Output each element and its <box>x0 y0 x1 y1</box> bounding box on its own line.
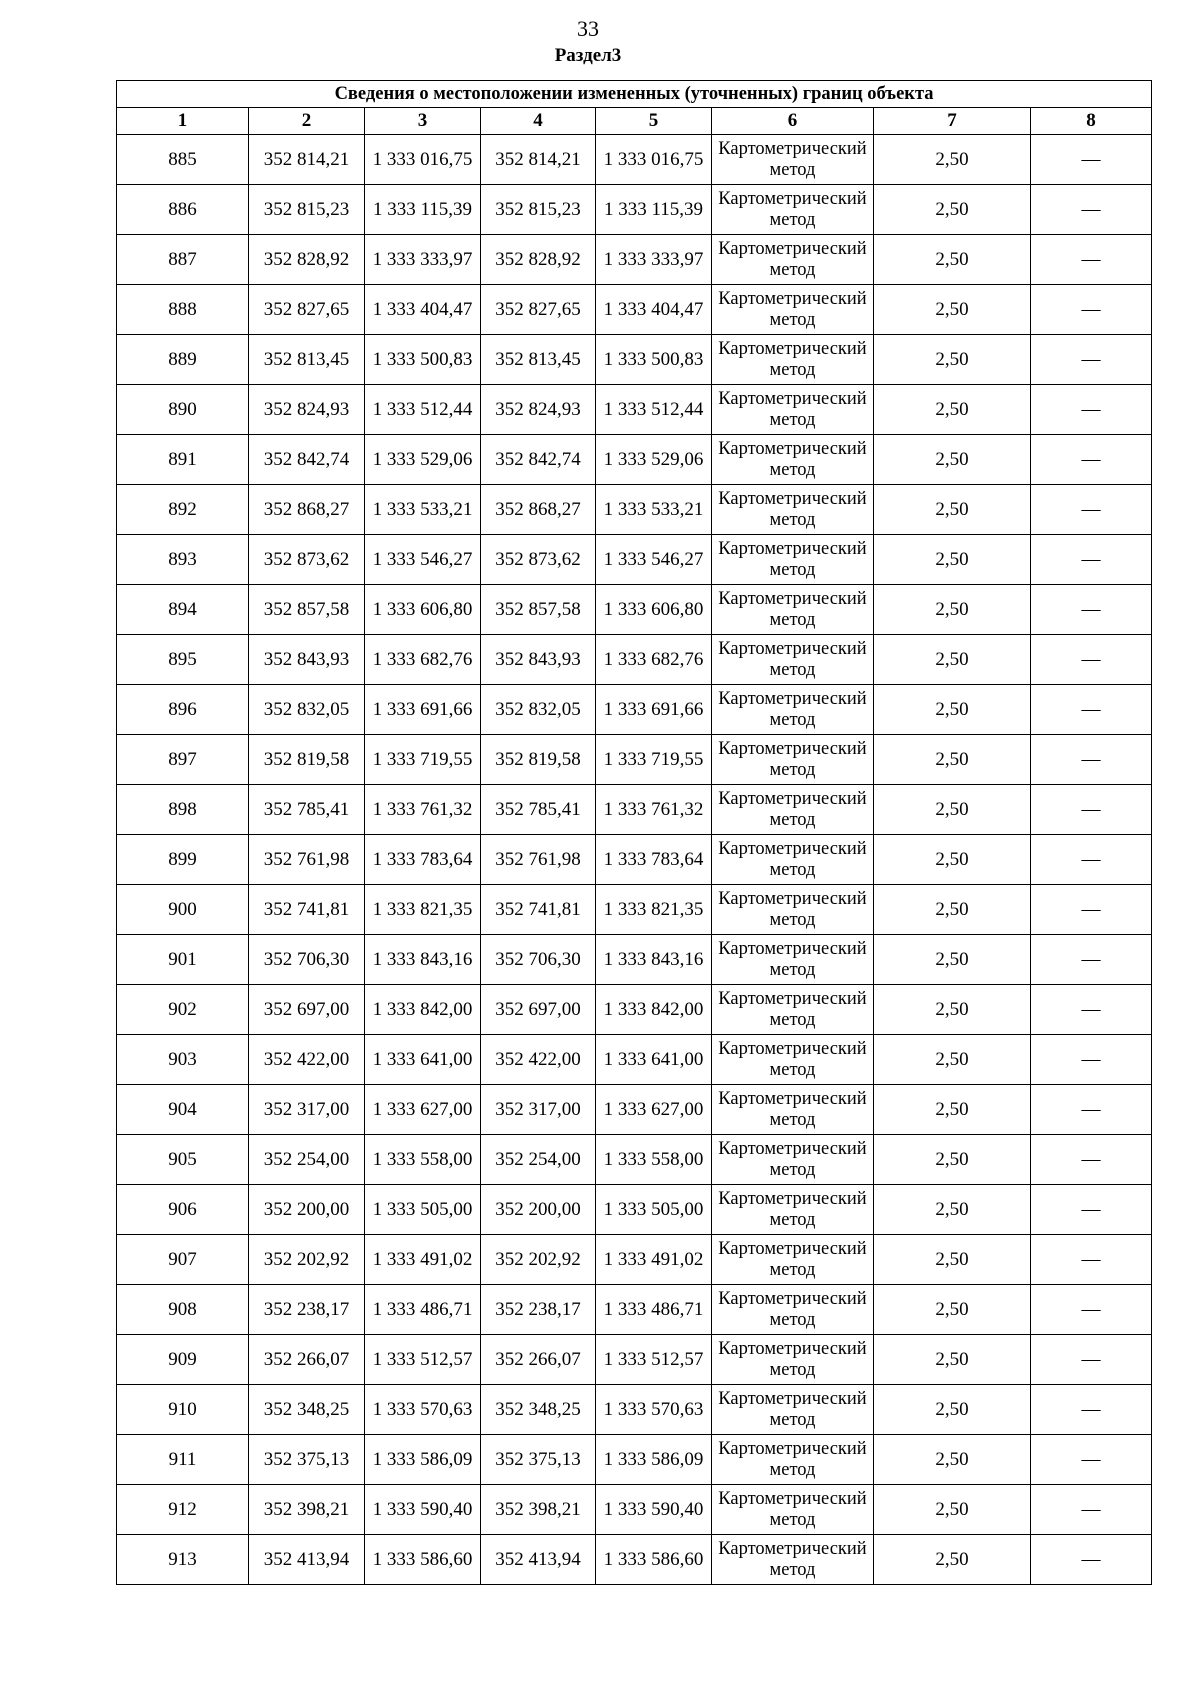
cell-col-5: 1 333 486,71 <box>596 1285 712 1335</box>
cell-col-7: 2,50 <box>874 1335 1031 1385</box>
cell-col-4: 352 819,58 <box>481 735 596 785</box>
cell-col-4: 352 873,62 <box>481 535 596 585</box>
cell-col-2: 352 868,27 <box>249 485 365 535</box>
cell-col-6: Картометрический метод <box>712 635 874 685</box>
cell-col-5: 1 333 691,66 <box>596 685 712 735</box>
cell-col-4: 352 832,05 <box>481 685 596 735</box>
cell-col-2: 352 413,94 <box>249 1535 365 1585</box>
cell-col-6: Картометрический метод <box>712 385 874 435</box>
cell-col-3: 1 333 783,64 <box>365 835 481 885</box>
cell-col-6: Картометрический метод <box>712 1135 874 1185</box>
cell-col-7: 2,50 <box>874 735 1031 785</box>
cell-col-1: 889 <box>117 335 249 385</box>
cell-col-5: 1 333 641,00 <box>596 1035 712 1085</box>
cell-col-6: Картометрический метод <box>712 185 874 235</box>
cell-col-4: 352 741,81 <box>481 885 596 935</box>
cell-col-6: Картометрический метод <box>712 685 874 735</box>
cell-col-5: 1 333 586,09 <box>596 1435 712 1485</box>
cell-col-5: 1 333 500,83 <box>596 335 712 385</box>
cell-col-1: 901 <box>117 935 249 985</box>
cell-col-3: 1 333 606,80 <box>365 585 481 635</box>
cell-col-4: 352 238,17 <box>481 1285 596 1335</box>
cell-col-8: — <box>1031 1085 1152 1135</box>
cell-col-2: 352 741,81 <box>249 885 365 935</box>
cell-col-7: 2,50 <box>874 135 1031 185</box>
cell-col-8: — <box>1031 735 1152 785</box>
cell-col-8: — <box>1031 1035 1152 1085</box>
cell-col-5: 1 333 719,55 <box>596 735 712 785</box>
cell-col-1: 892 <box>117 485 249 535</box>
cell-col-3: 1 333 627,00 <box>365 1085 481 1135</box>
table-row <box>117 1385 1152 1435</box>
cell-col-1: 896 <box>117 685 249 735</box>
cell-col-5: 1 333 115,39 <box>596 185 712 235</box>
table-row <box>117 1435 1152 1485</box>
cell-col-7: 2,50 <box>874 885 1031 935</box>
cell-col-7: 2,50 <box>874 1535 1031 1585</box>
cell-col-2: 352 873,62 <box>249 535 365 585</box>
column-number-7: 7 <box>874 108 1031 135</box>
cell-col-1: 906 <box>117 1185 249 1235</box>
cell-col-8: — <box>1031 1285 1152 1335</box>
cell-col-7: 2,50 <box>874 1085 1031 1135</box>
cell-col-1: 895 <box>117 635 249 685</box>
cell-col-2: 352 842,74 <box>249 435 365 485</box>
cell-col-5: 1 333 016,75 <box>596 135 712 185</box>
table-row <box>117 1285 1152 1335</box>
cell-col-3: 1 333 404,47 <box>365 285 481 335</box>
table-row <box>117 385 1152 435</box>
cell-col-6: Картометрический метод <box>712 1385 874 1435</box>
cell-col-6: Картометрический метод <box>712 735 874 785</box>
cell-col-1: 886 <box>117 185 249 235</box>
cell-col-3: 1 333 512,44 <box>365 385 481 435</box>
cell-col-3: 1 333 333,97 <box>365 235 481 285</box>
cell-col-5: 1 333 558,00 <box>596 1135 712 1185</box>
cell-col-5: 1 333 333,97 <box>596 235 712 285</box>
cell-col-8: — <box>1031 935 1152 985</box>
cell-col-8: — <box>1031 435 1152 485</box>
column-number-1: 1 <box>117 108 249 135</box>
cell-col-4: 352 348,25 <box>481 1385 596 1435</box>
cell-col-1: 902 <box>117 985 249 1035</box>
cell-col-7: 2,50 <box>874 185 1031 235</box>
cell-col-8: — <box>1031 135 1152 185</box>
cell-col-7: 2,50 <box>874 285 1031 335</box>
cell-col-6: Картометрический метод <box>712 1035 874 1085</box>
cell-col-8: — <box>1031 1185 1152 1235</box>
cell-col-7: 2,50 <box>874 335 1031 385</box>
cell-col-5: 1 333 546,27 <box>596 535 712 585</box>
cell-col-5: 1 333 606,80 <box>596 585 712 635</box>
page-number: 33 <box>577 16 599 41</box>
cell-col-1: 899 <box>117 835 249 885</box>
cell-col-7: 2,50 <box>874 585 1031 635</box>
cell-col-6: Картометрический метод <box>712 485 874 535</box>
cell-col-8: — <box>1031 1485 1152 1535</box>
cell-col-6: Картометрический метод <box>712 1485 874 1535</box>
cell-col-1: 904 <box>117 1085 249 1135</box>
cell-col-3: 1 333 529,06 <box>365 435 481 485</box>
cell-col-3: 1 333 486,71 <box>365 1285 481 1335</box>
cell-col-7: 2,50 <box>874 1235 1031 1285</box>
table-row <box>117 235 1152 285</box>
cell-col-4: 352 857,58 <box>481 585 596 635</box>
cell-col-2: 352 761,98 <box>249 835 365 885</box>
cell-col-7: 2,50 <box>874 1285 1031 1335</box>
cell-col-4: 352 375,13 <box>481 1435 596 1485</box>
cell-col-4: 352 413,94 <box>481 1535 596 1585</box>
cell-col-2: 352 828,92 <box>249 235 365 285</box>
cell-col-6: Картометрический метод <box>712 1435 874 1485</box>
cell-col-2: 352 815,23 <box>249 185 365 235</box>
cell-col-3: 1 333 586,09 <box>365 1435 481 1485</box>
cell-col-3: 1 333 586,60 <box>365 1535 481 1585</box>
cell-col-4: 352 266,07 <box>481 1335 596 1385</box>
table-row <box>117 1485 1152 1535</box>
cell-col-1: 893 <box>117 535 249 585</box>
column-number-2: 2 <box>249 108 365 135</box>
cell-col-5: 1 333 682,76 <box>596 635 712 685</box>
table-row <box>117 685 1152 735</box>
cell-col-7: 2,50 <box>874 635 1031 685</box>
cell-col-7: 2,50 <box>874 835 1031 885</box>
table-row <box>117 785 1152 835</box>
cell-col-8: — <box>1031 235 1152 285</box>
cell-col-7: 2,50 <box>874 235 1031 285</box>
cell-col-3: 1 333 641,00 <box>365 1035 481 1085</box>
cell-col-7: 2,50 <box>874 1385 1031 1435</box>
cell-col-1: 907 <box>117 1235 249 1285</box>
cell-col-2: 352 317,00 <box>249 1085 365 1135</box>
cell-col-3: 1 333 016,75 <box>365 135 481 185</box>
cell-col-4: 352 815,23 <box>481 185 596 235</box>
cell-col-3: 1 333 505,00 <box>365 1185 481 1235</box>
cell-col-6: Картометрический метод <box>712 235 874 285</box>
cell-col-8: — <box>1031 385 1152 435</box>
cell-col-3: 1 333 821,35 <box>365 885 481 935</box>
cell-col-7: 2,50 <box>874 985 1031 1035</box>
cell-col-6: Картометрический метод <box>712 1335 874 1385</box>
cell-col-1: 891 <box>117 435 249 485</box>
cell-col-2: 352 706,30 <box>249 935 365 985</box>
column-number-row <box>117 108 1152 135</box>
cell-col-1: 909 <box>117 1335 249 1385</box>
cell-col-2: 352 238,17 <box>249 1285 365 1335</box>
cell-col-2: 352 422,00 <box>249 1035 365 1085</box>
cell-col-4: 352 254,00 <box>481 1135 596 1185</box>
cell-col-5: 1 333 783,64 <box>596 835 712 885</box>
cell-col-3: 1 333 719,55 <box>365 735 481 785</box>
cell-col-5: 1 333 404,47 <box>596 285 712 335</box>
cell-col-3: 1 333 558,00 <box>365 1135 481 1185</box>
table-row <box>117 1135 1152 1185</box>
cell-col-7: 2,50 <box>874 535 1031 585</box>
cell-col-8: — <box>1031 1235 1152 1285</box>
cell-col-8: — <box>1031 1385 1152 1435</box>
cell-col-8: — <box>1031 1335 1152 1385</box>
cell-col-3: 1 333 115,39 <box>365 185 481 235</box>
cell-col-8: — <box>1031 1535 1152 1585</box>
cell-col-5: 1 333 821,35 <box>596 885 712 935</box>
column-number-4: 4 <box>481 108 596 135</box>
section-title: Раздел3 <box>554 45 622 66</box>
table-row <box>117 1535 1152 1585</box>
cell-col-1: 898 <box>117 785 249 835</box>
cell-col-2: 352 398,21 <box>249 1485 365 1535</box>
cell-col-7: 2,50 <box>874 935 1031 985</box>
cell-col-4: 352 200,00 <box>481 1185 596 1235</box>
cell-col-7: 2,50 <box>874 1185 1031 1235</box>
cell-col-6: Картометрический метод <box>712 785 874 835</box>
cell-col-1: 910 <box>117 1385 249 1435</box>
cell-col-2: 352 266,07 <box>249 1335 365 1385</box>
cell-col-2: 352 813,45 <box>249 335 365 385</box>
cell-col-2: 352 824,93 <box>249 385 365 435</box>
table-row <box>117 1235 1152 1285</box>
cell-col-7: 2,50 <box>874 685 1031 735</box>
cell-col-7: 2,50 <box>874 435 1031 485</box>
cell-col-5: 1 333 843,16 <box>596 935 712 985</box>
cell-col-3: 1 333 546,27 <box>365 535 481 585</box>
cell-col-8: — <box>1031 785 1152 835</box>
cell-col-3: 1 333 512,57 <box>365 1335 481 1385</box>
cell-col-1: 897 <box>117 735 249 785</box>
cell-col-8: — <box>1031 535 1152 585</box>
cell-col-7: 2,50 <box>874 1035 1031 1085</box>
cell-col-2: 352 814,21 <box>249 135 365 185</box>
cell-col-8: — <box>1031 285 1152 335</box>
cell-col-5: 1 333 512,57 <box>596 1335 712 1385</box>
cell-col-4: 352 317,00 <box>481 1085 596 1135</box>
cell-col-6: Картометрический метод <box>712 585 874 635</box>
cell-col-7: 2,50 <box>874 385 1031 435</box>
cell-col-5: 1 333 505,00 <box>596 1185 712 1235</box>
cell-col-6: Картометрический метод <box>712 835 874 885</box>
column-number-6: 6 <box>712 108 874 135</box>
cell-col-5: 1 333 586,60 <box>596 1535 712 1585</box>
cell-col-1: 905 <box>117 1135 249 1185</box>
cell-col-3: 1 333 590,40 <box>365 1485 481 1535</box>
cell-col-6: Картометрический метод <box>712 885 874 935</box>
cell-col-3: 1 333 491,02 <box>365 1235 481 1285</box>
cell-col-4: 352 828,92 <box>481 235 596 285</box>
cell-col-3: 1 333 691,66 <box>365 685 481 735</box>
cell-col-4: 352 827,65 <box>481 285 596 335</box>
cell-col-3: 1 333 500,83 <box>365 335 481 385</box>
cell-col-3: 1 333 761,32 <box>365 785 481 835</box>
table-row <box>117 335 1152 385</box>
table-row <box>117 835 1152 885</box>
column-number-8: 8 <box>1031 108 1152 135</box>
cell-col-4: 352 785,41 <box>481 785 596 835</box>
cell-col-8: — <box>1031 685 1152 735</box>
cell-col-3: 1 333 682,76 <box>365 635 481 685</box>
cell-col-5: 1 333 491,02 <box>596 1235 712 1285</box>
cell-col-6: Картометрический метод <box>712 1235 874 1285</box>
cell-col-3: 1 333 570,63 <box>365 1385 481 1435</box>
cell-col-6: Картометрический метод <box>712 1085 874 1135</box>
cell-col-7: 2,50 <box>874 1435 1031 1485</box>
table-row <box>117 285 1152 335</box>
cell-col-4: 352 843,93 <box>481 635 596 685</box>
table-row <box>117 635 1152 685</box>
table-caption: Сведения о местоположении измененных (уточненных) границ объекта <box>117 81 1152 108</box>
cell-col-4: 352 202,92 <box>481 1235 596 1285</box>
cell-col-5: 1 333 842,00 <box>596 985 712 1035</box>
cell-col-6: Картометрический метод <box>712 135 874 185</box>
cell-col-6: Картометрический метод <box>712 285 874 335</box>
cell-col-1: 900 <box>117 885 249 935</box>
cell-col-4: 352 868,27 <box>481 485 596 535</box>
cell-col-6: Картометрический метод <box>712 1535 874 1585</box>
cell-col-2: 352 202,92 <box>249 1235 365 1285</box>
table-row <box>117 1085 1152 1135</box>
cell-col-8: — <box>1031 185 1152 235</box>
cell-col-8: — <box>1031 485 1152 535</box>
cell-col-1: 888 <box>117 285 249 335</box>
cell-col-7: 2,50 <box>874 1485 1031 1535</box>
column-number-5: 5 <box>596 108 712 135</box>
cell-col-1: 911 <box>117 1435 249 1485</box>
cell-col-6: Картометрический метод <box>712 435 874 485</box>
cell-col-2: 352 832,05 <box>249 685 365 735</box>
table-row <box>117 535 1152 585</box>
cell-col-5: 1 333 533,21 <box>596 485 712 535</box>
table-row <box>117 485 1152 535</box>
cell-col-4: 352 842,74 <box>481 435 596 485</box>
table-row <box>117 985 1152 1035</box>
cell-col-2: 352 785,41 <box>249 785 365 835</box>
cell-col-8: — <box>1031 1135 1152 1185</box>
cell-col-5: 1 333 627,00 <box>596 1085 712 1135</box>
cell-col-1: 903 <box>117 1035 249 1085</box>
cell-col-2: 352 375,13 <box>249 1435 365 1485</box>
boundary-table <box>116 80 1152 1585</box>
cell-col-6: Картометрический метод <box>712 1285 874 1335</box>
table-row <box>117 735 1152 785</box>
cell-col-6: Картометрический метод <box>712 535 874 585</box>
cell-col-3: 1 333 842,00 <box>365 985 481 1035</box>
cell-col-2: 352 857,58 <box>249 585 365 635</box>
cell-col-6: Картометрический метод <box>712 985 874 1035</box>
cell-col-4: 352 422,00 <box>481 1035 596 1085</box>
cell-col-4: 352 398,21 <box>481 1485 596 1535</box>
cell-col-1: 887 <box>117 235 249 285</box>
table-row <box>117 885 1152 935</box>
cell-col-4: 352 761,98 <box>481 835 596 885</box>
table-row <box>117 435 1152 485</box>
cell-col-4: 352 697,00 <box>481 985 596 1035</box>
cell-col-1: 885 <box>117 135 249 185</box>
cell-col-6: Картометрический метод <box>712 935 874 985</box>
cell-col-1: 912 <box>117 1485 249 1535</box>
cell-col-5: 1 333 570,63 <box>596 1385 712 1435</box>
cell-col-1: 894 <box>117 585 249 635</box>
cell-col-8: — <box>1031 985 1152 1035</box>
cell-col-2: 352 200,00 <box>249 1185 365 1235</box>
cell-col-2: 352 827,65 <box>249 285 365 335</box>
cell-col-3: 1 333 533,21 <box>365 485 481 535</box>
column-number-3: 3 <box>365 108 481 135</box>
cell-col-7: 2,50 <box>874 485 1031 535</box>
cell-col-4: 352 813,45 <box>481 335 596 385</box>
cell-col-3: 1 333 843,16 <box>365 935 481 985</box>
cell-col-5: 1 333 512,44 <box>596 385 712 435</box>
cell-col-1: 890 <box>117 385 249 435</box>
table-row <box>117 135 1152 185</box>
cell-col-5: 1 333 529,06 <box>596 435 712 485</box>
cell-col-4: 352 824,93 <box>481 385 596 435</box>
cell-col-8: — <box>1031 635 1152 685</box>
cell-col-8: — <box>1031 335 1152 385</box>
table-row <box>117 1185 1152 1235</box>
table-row <box>117 585 1152 635</box>
table-row <box>117 1035 1152 1085</box>
cell-col-8: — <box>1031 585 1152 635</box>
table-row <box>117 1335 1152 1385</box>
cell-col-6: Картометрический метод <box>712 1185 874 1235</box>
table-row <box>117 935 1152 985</box>
cell-col-8: — <box>1031 1435 1152 1485</box>
cell-col-4: 352 706,30 <box>481 935 596 985</box>
cell-col-6: Картометрический метод <box>712 335 874 385</box>
cell-col-8: — <box>1031 885 1152 935</box>
cell-col-2: 352 843,93 <box>249 635 365 685</box>
cell-col-2: 352 697,00 <box>249 985 365 1035</box>
cell-col-7: 2,50 <box>874 1135 1031 1185</box>
cell-col-8: — <box>1031 835 1152 885</box>
cell-col-1: 908 <box>117 1285 249 1335</box>
cell-col-5: 1 333 761,32 <box>596 785 712 835</box>
cell-col-2: 352 348,25 <box>249 1385 365 1435</box>
cell-col-1: 913 <box>117 1535 249 1585</box>
cell-col-4: 352 814,21 <box>481 135 596 185</box>
cell-col-2: 352 254,00 <box>249 1135 365 1185</box>
cell-col-2: 352 819,58 <box>249 735 365 785</box>
cell-col-5: 1 333 590,40 <box>596 1485 712 1535</box>
cell-col-7: 2,50 <box>874 785 1031 835</box>
table-row <box>117 185 1152 235</box>
